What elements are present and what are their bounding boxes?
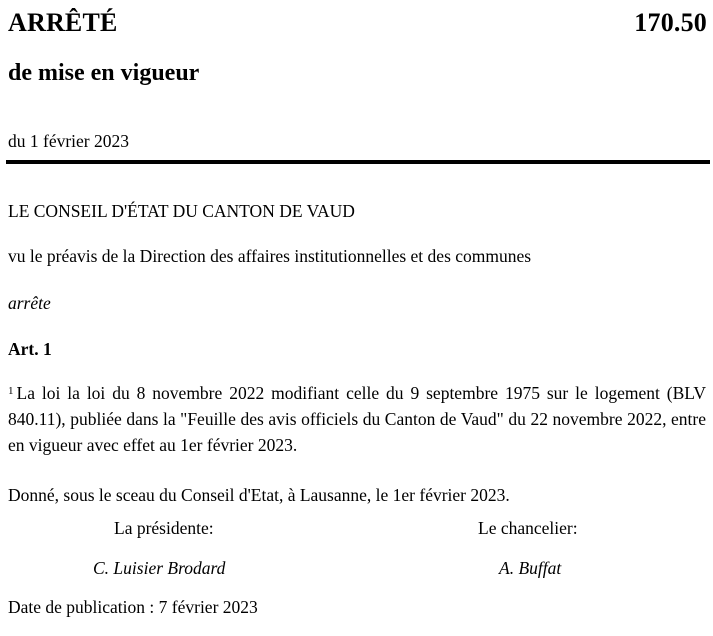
given-statement: Donné, sous le sceau du Conseil d'Etat, à Lausanne, le 1er février 2023. [8, 485, 510, 505]
decree-type: ARRÊTÉ [8, 8, 118, 37]
paragraph-number: 1 [8, 385, 14, 397]
article-text: La loi la loi du 8 novembre 2022 modifiant celle du 9 septembre 1975 sur le logement (BLV 840.11), publiée dans la "Feuille des avis officiels du Canton de Vaud" du 22 novembre 2022, entre en vigueur avec effet au 1er février 2023. [8, 383, 706, 455]
chancellor-label: Le chancelier: [478, 518, 578, 538]
president-label: La présidente: [114, 518, 214, 538]
publication-date: Date de publication : 7 février 2023 [8, 597, 258, 617]
decree-verb: arrête [8, 293, 51, 313]
decree-number: 170.50 [634, 8, 707, 37]
president-name: C. Luisier Brodard [93, 558, 226, 578]
preavis: vu le préavis de la Direction des affaires institutionnelles et des communes [8, 246, 532, 266]
decree-subtitle: de mise en vigueur [8, 60, 200, 86]
chancellor-name: A. Buffat [499, 558, 562, 578]
article-title: Art. 1 [8, 339, 52, 359]
decree-date: du 1 février 2023 [8, 131, 130, 151]
header-divider [6, 160, 710, 164]
authority: LE CONSEIL D'ÉTAT DU CANTON DE VAUD [8, 201, 355, 221]
article-paragraph [8, 378, 706, 458]
